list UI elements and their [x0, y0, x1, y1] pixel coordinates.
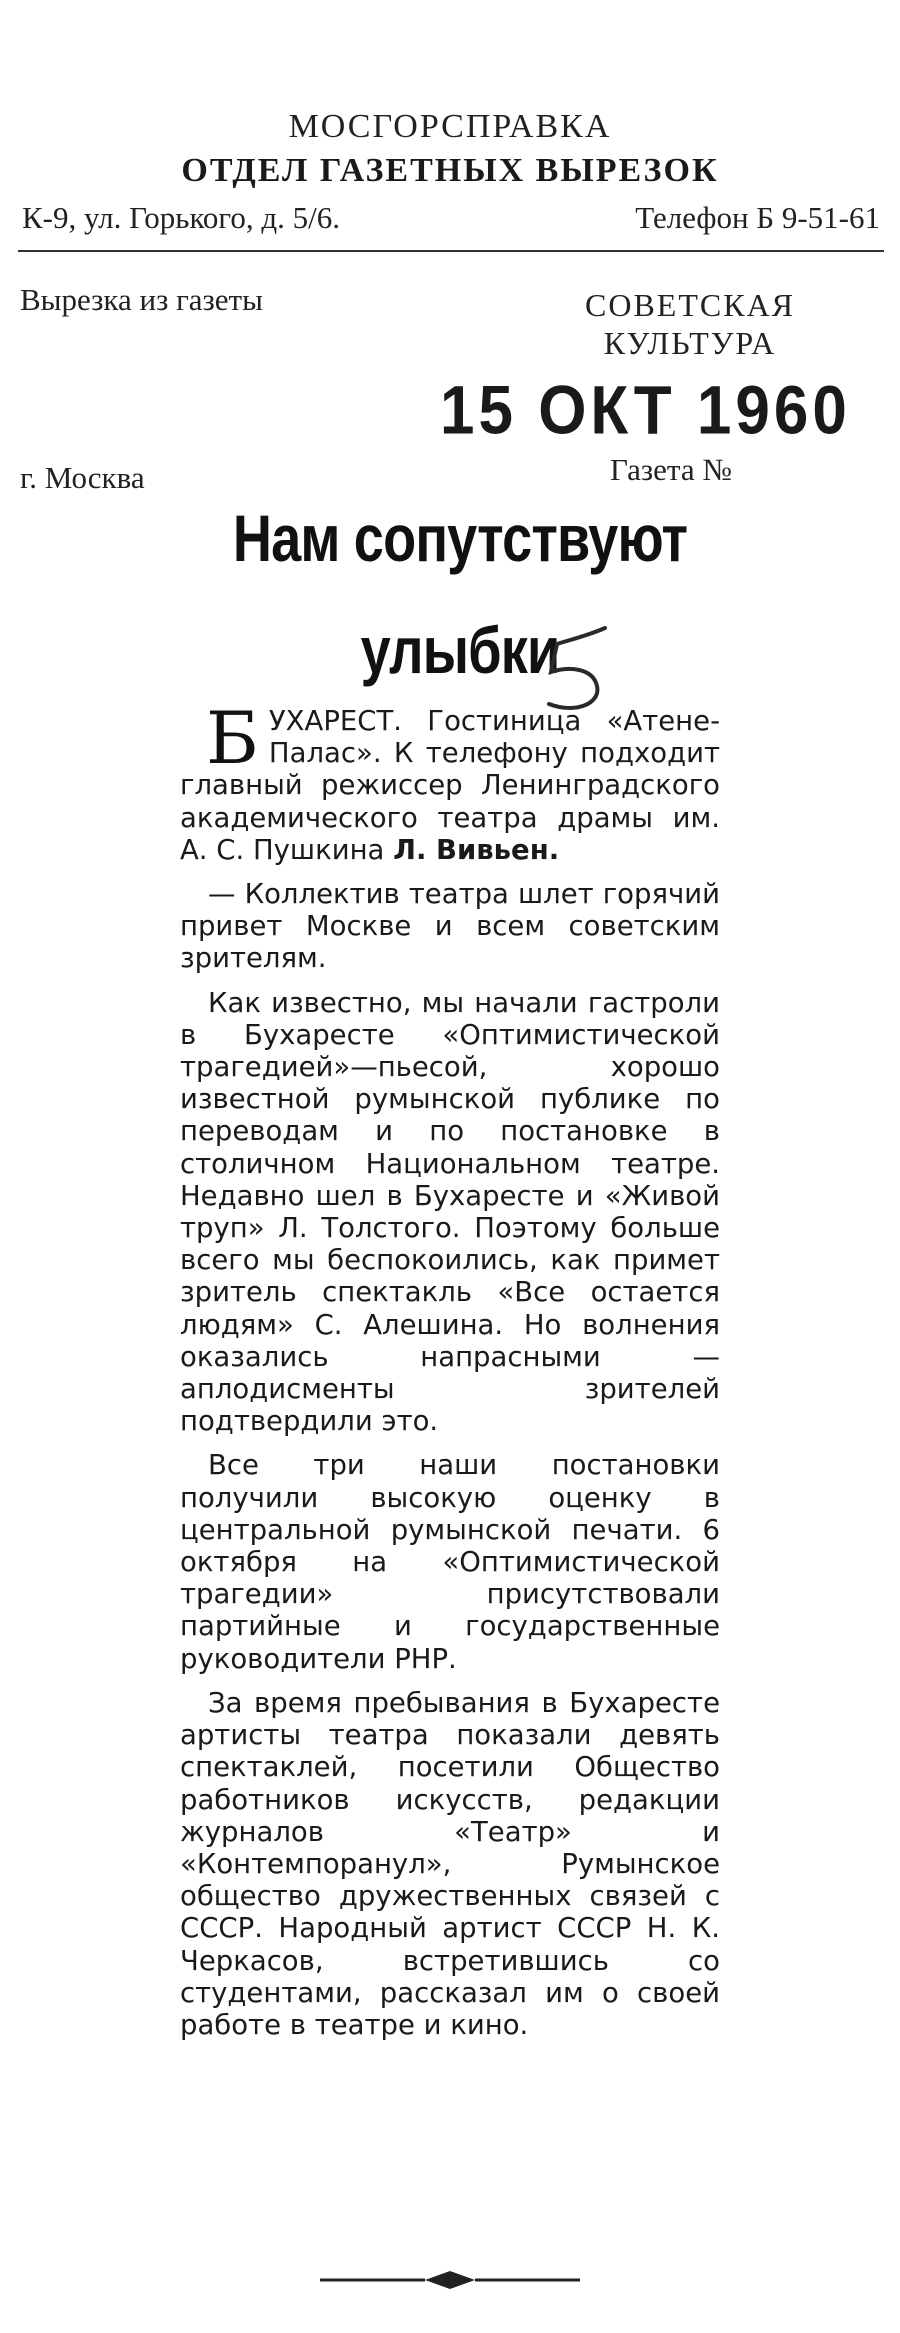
- paragraph-2: — Коллектив театра шлет горячий привет Москве и всем советским зрителям.: [180, 878, 720, 975]
- newspaper-name-line1: СОВЕТСКАЯ: [584, 287, 796, 323]
- director-name: Л. Вивьен.: [393, 833, 560, 866]
- phone: Телефон Б 9-51-61: [635, 200, 880, 235]
- article-body: [180, 696, 720, 2041]
- handwritten-mark-icon: [535, 610, 625, 720]
- newspaper-name-line2: КУЛЬТУРА: [603, 325, 777, 361]
- clipping-label: Вырезка из газеты: [20, 282, 263, 317]
- paragraph-3: Как известно, мы начали гастроли в Бухаресте «Оптимистической трагедией»—пьесой, хорошо известной румынской публике по переводам и по постановке в столичном Национальном театре. Недавно шел в Бухаресте и «Живой труп» Л. Толстого. Поэтому больше всего мы беспокоились, как примет зритель спектакль «Все остается людям» С. Алешина. Но волнения оказались напрасными — аплодисменты зрителей подтвердили это.: [180, 986, 720, 1438]
- department-name: ОТДЕЛ ГАЗЕТНЫХ ВЫРЕЗОК: [181, 152, 719, 189]
- end-ornament-icon: [320, 2268, 580, 2292]
- paper-number: Газета №: [610, 452, 732, 487]
- header-divider: [18, 250, 884, 252]
- city: г. Москва: [20, 460, 145, 495]
- newspaper-name: [540, 286, 840, 362]
- paragraph-1: [180, 696, 720, 866]
- paragraph-5: За время пребывания в Бухаресте артисты театра показали девять спектаклей, посетили Общество работников искусств, редакции журналов «Театр» и «Контемпоранул», Румынское общество дружественных связей с СССР. Народный артист СССР Н. К. Черкасов, встретившись со студентами, рассказал им о своей работе в театре и кино.: [180, 1686, 720, 2041]
- address: К-9, ул. Горького, д. 5/6.: [22, 200, 341, 235]
- drop-cap: Б: [206, 696, 259, 780]
- headline-line1: Нам сопутствуют: [232, 501, 688, 575]
- paragraph-4: Все три наши постановки получили высокую оценку в центральной румынской печати. 6 октября на «Оптимистической трагедии» присутствовали партийные и государственные руководители РНР.: [180, 1449, 720, 1675]
- headline-line2: улыбки: [360, 613, 560, 687]
- bureau-name: МОСГОРСПРАВКА: [288, 108, 612, 145]
- address-row: [22, 200, 880, 236]
- date-stamp: 15 ОКТ 1960: [440, 373, 851, 449]
- paragraph-1-text: УХАРЕСТ. Гостиница «Атене-Палас». К телефону подходит главный режиссер Ленинградского академического театра драмы им. А. С. Пушкина: [180, 705, 720, 866]
